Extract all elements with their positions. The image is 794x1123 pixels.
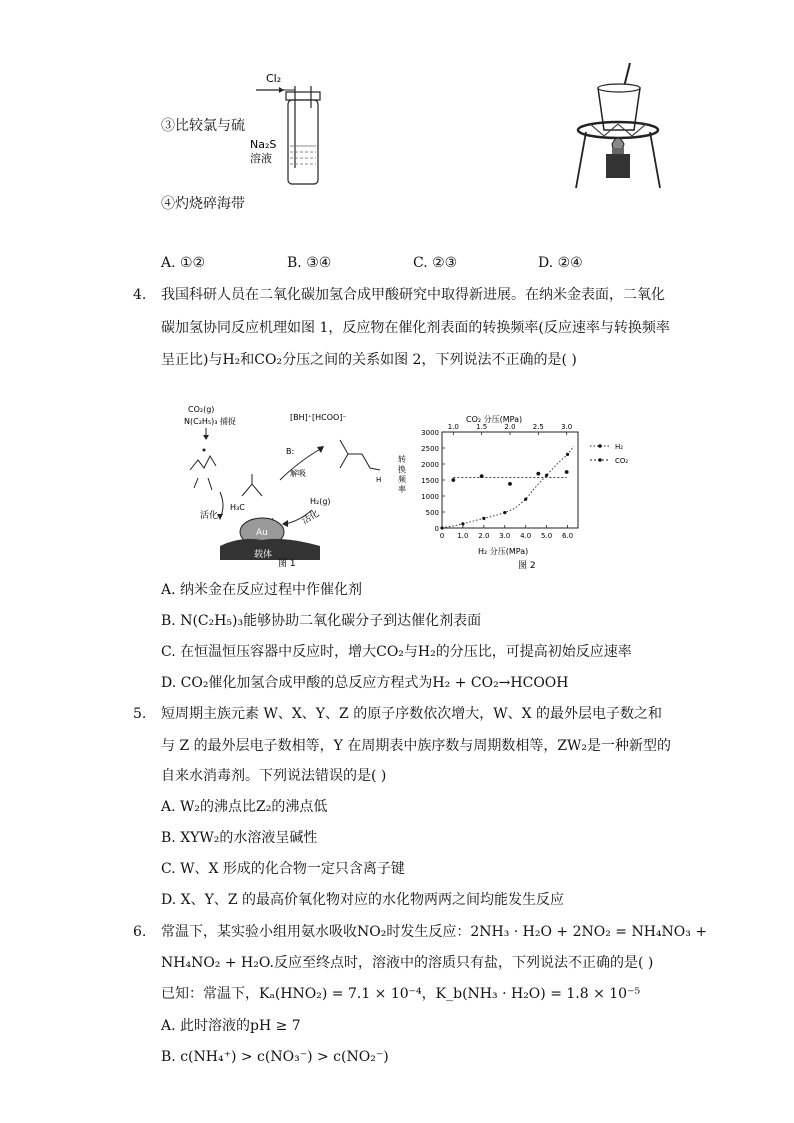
y-tick-label: 0 bbox=[434, 525, 439, 533]
series-co2-point bbox=[480, 474, 484, 478]
fig1-h3c: H₃C bbox=[230, 503, 245, 512]
legend-marker bbox=[598, 444, 602, 448]
chart-y-label-2: 换 bbox=[398, 465, 406, 474]
solution-label: 溶液 bbox=[250, 152, 272, 165]
q6-stem-line-1: 常温下，某实验小组用氨水吸收NO₂时发生反应：2NH₃ · H₂O + 2NO₂ = NH₄NO₃ + bbox=[161, 924, 708, 940]
q3-option-a[interactable]: A. ①② bbox=[161, 255, 206, 271]
q4-option-b[interactable]: B. N(C₂H₅)₃能够协助二氧化碳分子到达催化剂表面 bbox=[161, 613, 482, 629]
q6-option-a[interactable]: A. 此时溶液的pH ≥ 7 bbox=[161, 1018, 301, 1034]
series-h2-point bbox=[524, 498, 527, 501]
figure-1-mechanism bbox=[180, 400, 395, 568]
q6-option-b[interactable]: B. c(NH₄⁺) > c(NO₃⁻) > c(NO₂⁻) bbox=[161, 1049, 389, 1065]
top-tick-label: 3.0 bbox=[561, 423, 573, 431]
q5-option-c[interactable]: C. W、X 形成的化合物一定只含离子键 bbox=[161, 861, 405, 877]
fig1-b-label: B: bbox=[286, 447, 295, 456]
x-tick-label: 2.0 bbox=[478, 532, 490, 540]
q4-stem-line-3: 呈正比)与H₂和CO₂分压之间的关系如图 2，下列说法不正确的是( ) bbox=[161, 352, 577, 368]
fig1-formate-h: H bbox=[376, 476, 382, 484]
q5-option-b[interactable]: B. XYW₂的水溶液呈碱性 bbox=[161, 830, 318, 846]
y-tick-label: 2500 bbox=[421, 445, 439, 453]
q4-number: 4. bbox=[133, 287, 147, 303]
figure-2-chart bbox=[398, 412, 648, 572]
q4-option-a[interactable]: A. 纳米金在反应过程中作催化剂 bbox=[161, 582, 363, 598]
q4-stem-line-1: 我国科研人员在二氧化碳加氢合成甲酸研究中取得新进展。在纳米金表面，二氧化 bbox=[161, 287, 665, 303]
fig1-caption: 图 1 bbox=[278, 559, 296, 568]
top-tick-label: 1.5 bbox=[476, 423, 488, 431]
series-h2-point bbox=[461, 522, 464, 525]
fig1-capture-label: N(C₂H₅)₃ 捕捉 bbox=[184, 417, 236, 426]
q5-stem-line-1: 短周期主族元素 W、X、Y、Z 的原子序数依次增大，W、X 的最外层电子数之和 bbox=[161, 706, 663, 722]
x-tick-label: 5.0 bbox=[541, 532, 553, 540]
x-tick-label: 4.0 bbox=[520, 532, 532, 540]
y-tick-label: 500 bbox=[425, 509, 439, 517]
q4-option-d[interactable]: D. CO₂催化加氢合成甲酸的总反应方程式为H₂ + CO₂→HCOOH bbox=[161, 675, 569, 691]
legend-marker bbox=[598, 458, 602, 462]
chart-y-label-3: 频 bbox=[398, 475, 406, 484]
fig1-co2-label: CO₂(g) bbox=[188, 405, 215, 414]
series-h2-point bbox=[503, 511, 506, 514]
series-co2-point bbox=[565, 470, 569, 474]
chart-frame bbox=[442, 432, 578, 528]
q3-option-d[interactable]: D. ②④ bbox=[538, 255, 583, 271]
fig1-au: Au bbox=[256, 528, 268, 538]
chart-top-axis-label: CO₂ 分压(MPa) bbox=[466, 415, 523, 424]
q4-stem-line-2: 碳加氢协同反应机理如图 1，反应物在催化剂表面的转换频率(反应速率与转换频率 bbox=[161, 320, 670, 336]
legend-label: CO₂ bbox=[615, 457, 629, 465]
crucible-figure bbox=[568, 58, 678, 198]
na2s-label: Na₂S bbox=[250, 138, 277, 151]
cl2-label: Cl₂ bbox=[266, 72, 282, 85]
y-tick-label: 1500 bbox=[421, 477, 439, 485]
gas-bottle-figure bbox=[248, 68, 338, 188]
top-tick-label: 2.5 bbox=[532, 423, 544, 431]
fig1-h2-label: H₂(g) bbox=[310, 497, 331, 506]
x-tick-label: 1.0 bbox=[457, 532, 469, 540]
x-tick-label: 3.0 bbox=[499, 532, 511, 540]
y-tick-label: 1000 bbox=[421, 493, 439, 501]
fig1-ion-label: [BH]⁺[HCOO]⁻ bbox=[290, 413, 347, 422]
fig2-caption: 图 2 bbox=[518, 561, 536, 571]
fig1-activate-2: 活化 bbox=[300, 508, 322, 527]
x-tick-label: 6.0 bbox=[561, 532, 574, 540]
chart-y-label-1: 转 bbox=[398, 455, 406, 464]
series-h2-point bbox=[545, 474, 548, 477]
q3-option-c[interactable]: C. ②③ bbox=[413, 255, 458, 271]
series-h2-point bbox=[440, 526, 443, 529]
q5-option-a[interactable]: A. W₂的沸点比Z₂的沸点低 bbox=[161, 799, 328, 815]
q4-option-c[interactable]: C. 在恒温恒压容器中反应时，增大CO₂与H₂的分压比，可提高初始反应速率 bbox=[161, 644, 632, 660]
q6-stem-line-3: 已知：常温下，Kₐ(HNO₂) = 7.1 × 10⁻⁴，K_b(NH₃ · H₂O) = 1.8 × 10⁻⁵ bbox=[161, 986, 641, 1002]
fig1-support: 载体 bbox=[254, 550, 273, 560]
series-co2-point bbox=[508, 482, 512, 486]
fig1-desorb: 解吸 bbox=[290, 469, 306, 478]
chart-y-label-4: 率 bbox=[398, 485, 406, 494]
fig1-activate-1: 活化 bbox=[200, 511, 219, 521]
series-co2-point bbox=[451, 478, 455, 482]
q5-number: 5. bbox=[133, 706, 147, 722]
q3-option-b[interactable]: B. ③④ bbox=[287, 255, 332, 271]
q5-stem-line-2: 与 Z 的最外层电子数相等，Y 在周期表中族序数与周期数相等，ZW₂是一种新型的 bbox=[161, 738, 672, 754]
legend-label: H₂ bbox=[615, 443, 624, 451]
q3-item4: ④灼烧碎海带 bbox=[161, 196, 245, 212]
q6-number: 6. bbox=[133, 924, 147, 940]
series-h2-point bbox=[566, 453, 569, 456]
top-tick-label: 1.0 bbox=[447, 423, 459, 431]
chart-bottom-axis-label: H₂ 分压(MPa) bbox=[478, 547, 529, 556]
top-tick-label: 2.0 bbox=[504, 423, 516, 431]
q5-option-d[interactable]: D. X、Y、Z 的最高价氧化物对应的水化物两两之间均能发生反应 bbox=[161, 892, 565, 908]
q5-stem-line-3: 自来水消毒剂。下列说法错误的是( ) bbox=[161, 768, 387, 784]
q3-item3: ③比较氯与硫 bbox=[161, 118, 245, 134]
series-co2-point bbox=[536, 472, 540, 476]
y-tick-label: 3000 bbox=[421, 429, 439, 437]
series-h2-point bbox=[482, 517, 485, 520]
q6-stem-line-2: NH₄NO₂ + H₂O.反应至终点时，溶液中的溶质只有盐，下列说法不正确的是( ) bbox=[161, 955, 654, 971]
series-h2-line bbox=[442, 446, 574, 528]
x-tick-label: 0 bbox=[439, 532, 445, 540]
y-tick-label: 2000 bbox=[421, 461, 439, 469]
